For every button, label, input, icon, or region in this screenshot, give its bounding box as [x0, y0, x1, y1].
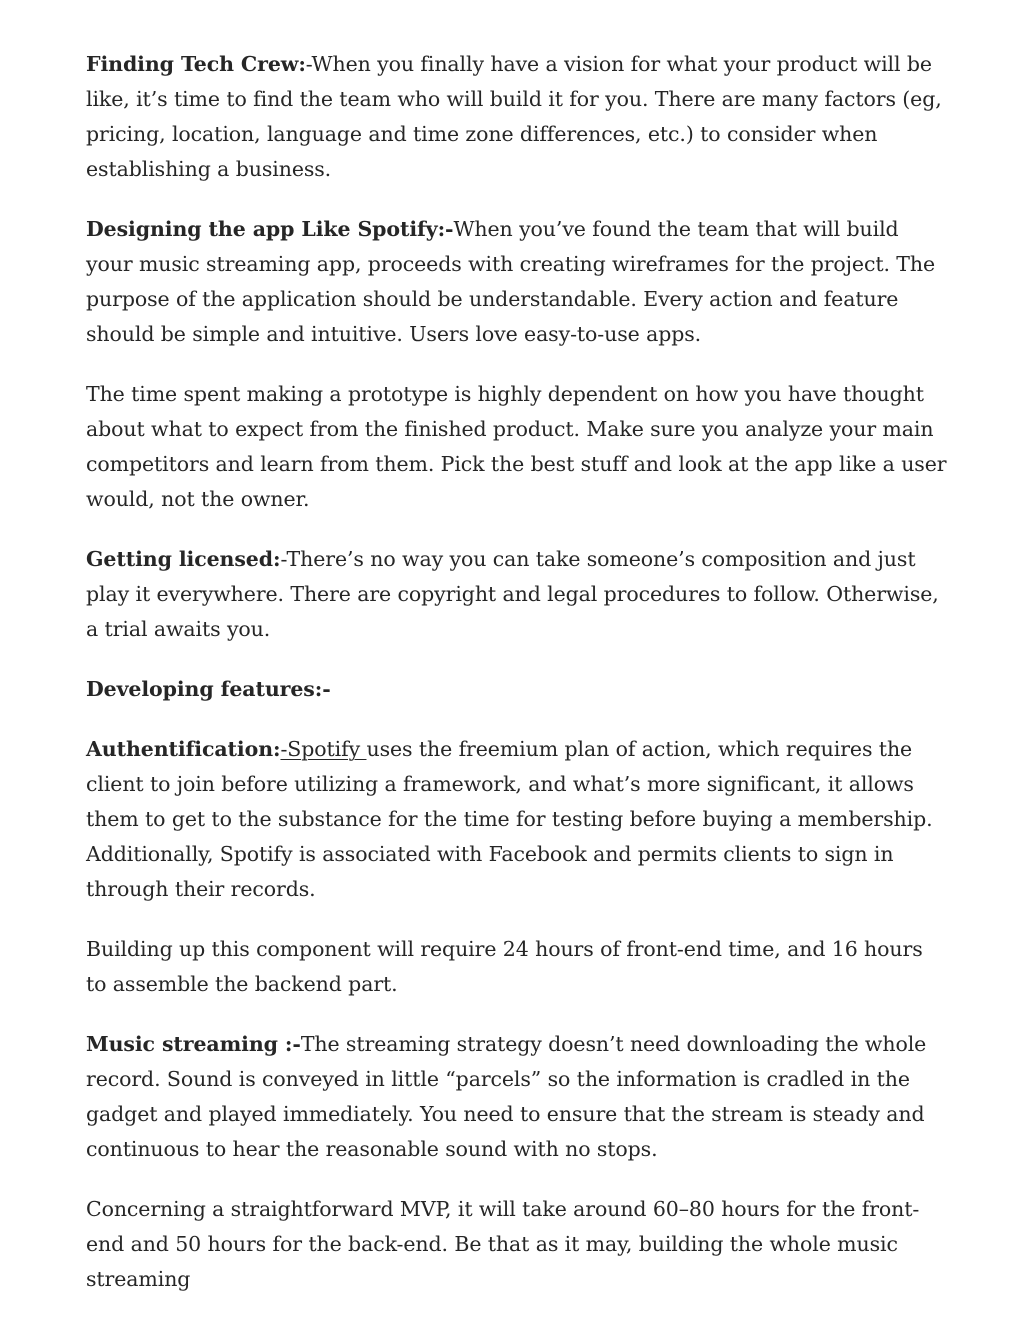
paragraph-developing [86, 672, 948, 707]
text-auth: uses the freemium plan of action, which requires the client to join before utilizing a framework, and what’s more significant, it allows them to get to the substance for the time for testing before buying a membership. Additionally, Spotify is associated with Facebook and permits clients to sign in through their records. [86, 737, 933, 901]
article-body [86, 47, 948, 1297]
paragraph-streaming [86, 1027, 948, 1167]
heading-design: Designing the app Like Spotify:- [86, 217, 454, 241]
paragraph-auth [86, 732, 948, 907]
paragraph-auth-time [86, 932, 948, 1002]
spotify-link[interactable]: -Spotify [280, 737, 367, 761]
text-streaming: The streaming strategy doesn’t need downloading the whole record. Sound is conveyed in little “parcels” so the information is cradled in the gadget and played immediately. You need to ensure that the stream is steady and continuous to hear the reasonable sound with no stops. [86, 1032, 927, 1161]
text-prototype: The time spent making a prototype is highly dependent on how you have thought about what to expect from the finished product. Make sure you analyze your main competitors and learn from them. Pick the best stuff and look at the app like a user would, not the owner. [86, 382, 947, 511]
heading-auth: Authentification: [86, 737, 281, 761]
heading-developing: Developing features:- [86, 677, 331, 701]
paragraph-mvp [86, 1192, 948, 1297]
paragraph-licensing [86, 542, 948, 647]
text-design: When you’ve found the team that will build your music streaming app, proceeds with creating wireframes for the project. The purpose of the application should be understandable. Every action and feature should be simple and intuitive. Users love easy-to-use apps. [86, 217, 936, 346]
text-auth-time: Building up this component will require 24 hours of front-end time, and 16 hours to assemble the backend part. [86, 937, 923, 996]
paragraph-tech-crew [86, 47, 948, 187]
text-tech-crew: -When you finally have a vision for what your product will be like, it’s time to find the team who will build it for you. There are many factors (eg, pricing, location, language and time zone differences, etc.) to consider when establishing a business. [86, 52, 942, 181]
heading-tech-crew: Finding Tech Crew: [86, 52, 306, 76]
heading-licensing: Getting licensed: [86, 547, 281, 571]
heading-streaming: Music streaming :- [86, 1032, 301, 1056]
text-licensing: -There’s no way you can take someone’s composition and just play it everywhere. There are copyright and legal procedures to follow. Otherwise, a trial awaits you. [86, 547, 939, 641]
paragraph-design [86, 212, 948, 352]
text-mvp: Concerning a straightforward MVP, it will take around 60–80 hours for the front-end and 50 hours for the back-end. Be that as it may, building the whole music streaming [86, 1197, 920, 1291]
paragraph-prototype [86, 377, 948, 517]
